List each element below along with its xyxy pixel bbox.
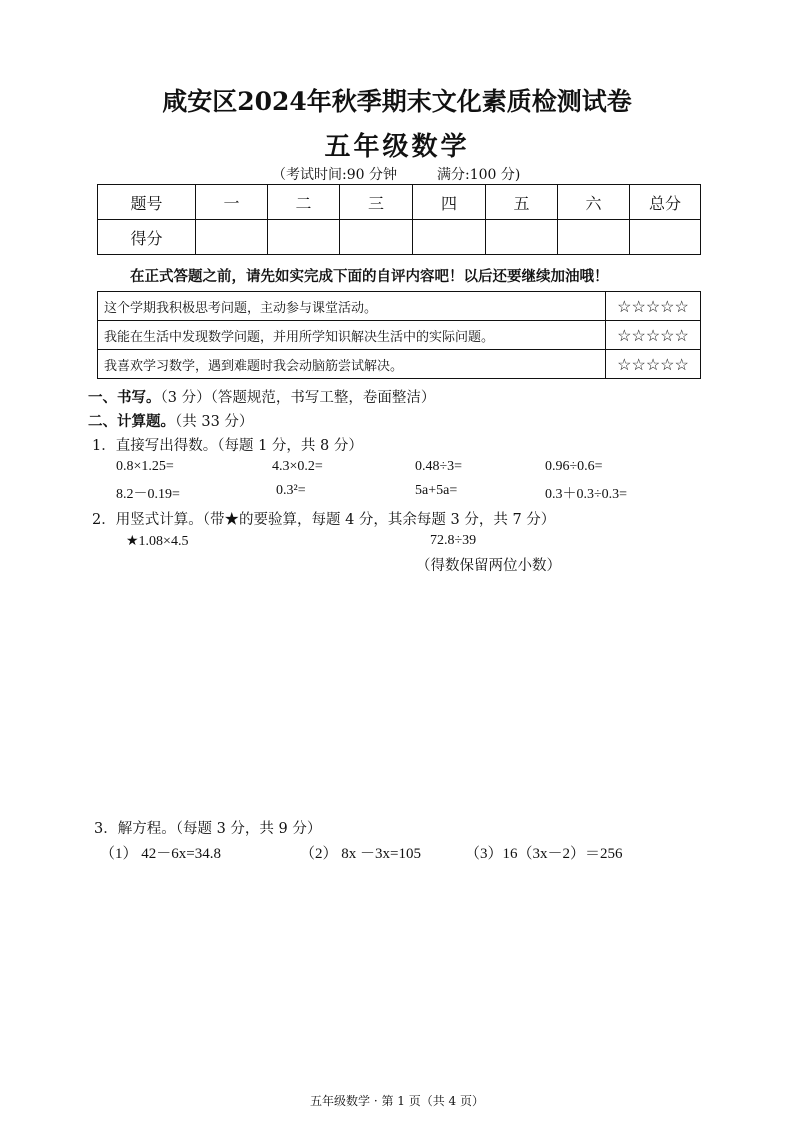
calc-item: 0.8×1.25=: [116, 459, 174, 474]
star-rating[interactable]: ☆☆☆☆☆: [606, 321, 701, 350]
full-score: 满分:100 分): [436, 167, 521, 183]
exam-title: 咸安区2024年秋季期末文化素质检测试卷: [162, 87, 632, 116]
q3-label: 3．解方程。（每题 3 分，共 9 分）: [94, 821, 322, 837]
score-header-cell: 六: [558, 185, 630, 220]
section-2-points: （共 33 分）: [175, 414, 254, 430]
equation: （2） 8x －3x=105: [300, 846, 421, 862]
self-eval-table: [97, 291, 701, 379]
equation: （3）16（3x－2）＝256: [465, 846, 623, 862]
section-1-heading: 一、书写。: [88, 389, 161, 406]
score-cell[interactable]: [630, 220, 701, 255]
score-cell[interactable]: [340, 220, 413, 255]
calc-item: 0.48÷3=: [415, 459, 463, 474]
self-eval-row: [98, 292, 701, 321]
score-header-cell: 一: [196, 185, 268, 220]
score-cell[interactable]: [558, 220, 630, 255]
score-table: [97, 184, 701, 255]
score-cell[interactable]: [486, 220, 558, 255]
exam-subtitle: 五年级数学: [324, 132, 470, 162]
self-eval-text: 我喜欢学习数学，遇到难题时我会动脑筋尝试解决。: [98, 350, 606, 379]
score-row-label: 得分: [98, 220, 196, 255]
self-eval-text: 我能在生活中发现数学问题，并用所学知识解决生活中的实际问题。: [98, 321, 606, 350]
calc-item: 0.96÷0.6=: [545, 459, 603, 474]
calc-item: 5a+5a=: [415, 483, 458, 498]
star-rating[interactable]: ☆☆☆☆☆: [606, 292, 701, 321]
vertical-calc-item: 72.8÷39: [430, 533, 477, 548]
calc-item: 0.3²=: [276, 483, 306, 498]
score-header-cell: 二: [268, 185, 340, 220]
section-2-heading: 二、计算题。: [88, 413, 175, 430]
score-header-cell: 四: [413, 185, 486, 220]
score-header-cell: 五: [486, 185, 558, 220]
score-header-cell: 三: [340, 185, 413, 220]
section-2: [88, 410, 253, 431]
q1-label: 1．直接写出得数。（每题 1 分，共 8 分）: [92, 438, 363, 454]
score-header-cell: 总分: [630, 185, 701, 220]
exam-time: （考试时间:90 分钟: [272, 167, 397, 183]
exam-info: [272, 164, 560, 184]
calc-item: 8.2－0.19=: [116, 487, 180, 502]
score-cell[interactable]: [413, 220, 486, 255]
self-eval-text: 这个学期我积极思考问题，主动参与课堂活动。: [98, 292, 606, 321]
q2-label: 2．用竖式计算。（带★的要验算，每题 4 分，其余每题 3 分，共 7 分）: [92, 512, 556, 528]
self-eval-intro: 在正式答题之前，请先如实完成下面的自评内容吧！以后还要继续加油哦！: [130, 269, 609, 285]
score-table-header-row: [98, 185, 701, 220]
star-rating[interactable]: ☆☆☆☆☆: [606, 350, 701, 379]
score-header-cell: 题号: [98, 185, 196, 220]
section-1: [88, 386, 435, 407]
calc-item: 4.3×0.2=: [272, 459, 323, 474]
self-eval-row: [98, 350, 701, 379]
page-footer: 五年级数学 · 第 1 页（共 4 页）: [310, 1094, 484, 1108]
rounding-note: （得数保留两位小数）: [416, 558, 561, 574]
calc-item: 0.3＋0.3÷0.3=: [545, 487, 628, 502]
self-eval-row: [98, 321, 701, 350]
score-cell[interactable]: [196, 220, 268, 255]
section-1-points: （3 分）（答题规范，书写工整，卷面整洁）: [160, 390, 436, 406]
score-cell[interactable]: [268, 220, 340, 255]
equation: （1） 42－6x=34.8: [100, 846, 221, 862]
vertical-calc-item: ★1.08×4.5: [126, 534, 189, 549]
score-table-score-row: [98, 220, 701, 255]
